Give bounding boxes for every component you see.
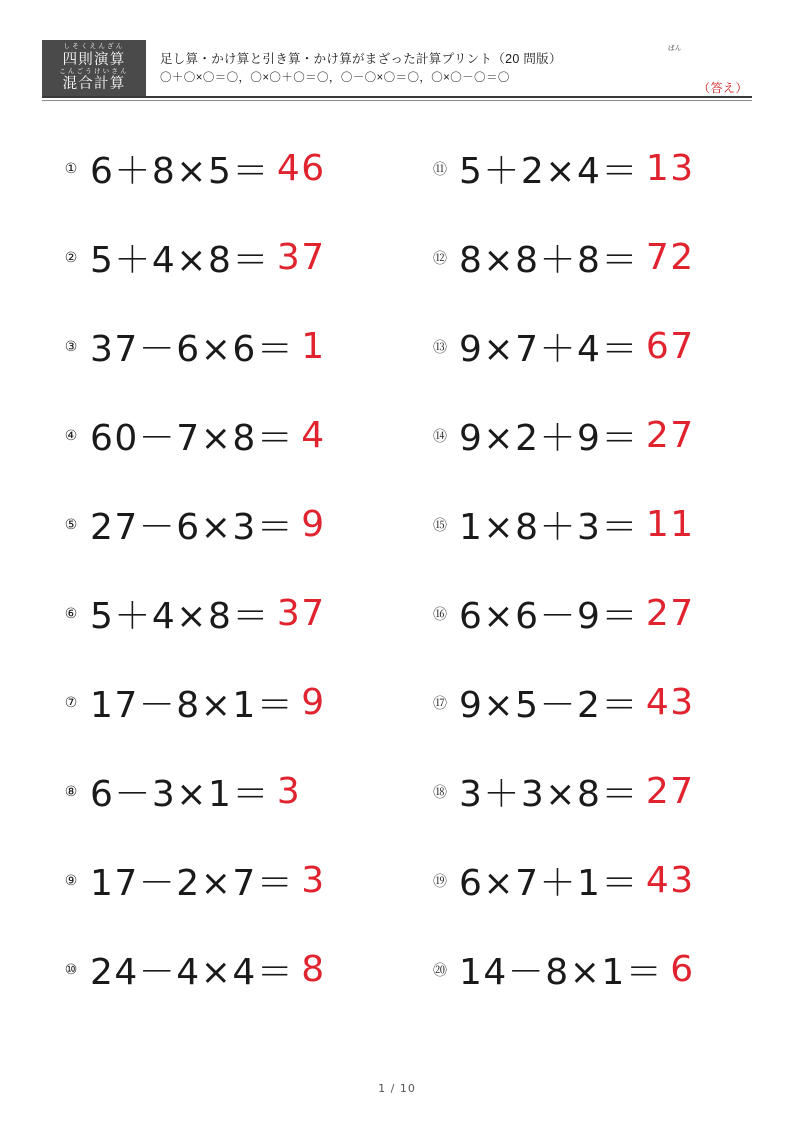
problem-row [42, 302, 397, 391]
problem-row [42, 124, 397, 213]
problem-expression: 27－6×3＝ [90, 507, 295, 548]
header-rule-thin [42, 100, 752, 101]
subject-badge [42, 40, 146, 98]
problem-expression: 5＋4×8＝ [90, 596, 270, 637]
problem-row [42, 658, 397, 747]
problem-number: ⑤ [64, 516, 78, 533]
problem-expression: 60－7×8＝ [90, 418, 295, 459]
problem-answer: 11 [645, 504, 695, 545]
problem-column-left [42, 124, 397, 1014]
badge-title-bottom: 混合計算 [62, 76, 126, 92]
problem-row [397, 213, 752, 302]
problem-answer: 27 [645, 415, 695, 456]
problem-answer: 8 [301, 949, 326, 990]
problem-expression: 5＋4×8＝ [90, 240, 270, 281]
problem-row [42, 480, 397, 569]
problem-expression: 8×8＋8＝ [459, 240, 639, 281]
problem-answer: 43 [645, 682, 695, 723]
problem-expression: 9×7＋4＝ [459, 329, 639, 370]
problem-row [397, 925, 752, 1014]
problem-expression: 9×5－2＝ [459, 685, 639, 726]
problem-answer: 13 [645, 148, 695, 189]
problem-expression: 37－6×6＝ [90, 329, 295, 370]
problem-row [397, 480, 752, 569]
problem-answer: 1 [301, 326, 326, 367]
problem-answer: 37 [276, 237, 326, 278]
problem-row [397, 747, 752, 836]
problem-expression: 6＋8×5＝ [90, 151, 270, 192]
problem-row [42, 569, 397, 658]
problem-row [397, 391, 752, 480]
problem-row [397, 836, 752, 925]
header-rule-thick [42, 96, 752, 98]
problem-expression: 14－8×1＝ [459, 952, 664, 993]
worksheet-title-text: 足し算・かけ算と引き算・かけ算がまざった計算プリント（20 問版） [160, 52, 562, 67]
badge-ruby-bottom: こんごうけいさん [59, 67, 129, 75]
problem-number: ② [64, 249, 78, 266]
problem-row [397, 124, 752, 213]
worksheet-header [42, 40, 752, 98]
problem-expression: 6×6－9＝ [459, 596, 639, 637]
problem-expression: 1×8＋3＝ [459, 507, 639, 548]
problem-number: ④ [64, 427, 78, 444]
header-text-block [146, 40, 752, 98]
problem-number: ⑰ [433, 695, 447, 712]
problem-row [397, 302, 752, 391]
problem-column-right [397, 124, 752, 1014]
problem-number: ③ [64, 338, 78, 355]
problem-number: ⑮ [433, 517, 447, 534]
problem-answer: 4 [301, 415, 326, 456]
problem-answer: 6 [670, 949, 695, 990]
problem-expression: 9×2＋9＝ [459, 418, 639, 459]
problem-number: ⑨ [64, 872, 78, 889]
page-number: 1 / 10 [378, 1082, 416, 1095]
problem-expression: 6×7＋1＝ [459, 863, 639, 904]
problem-row [42, 213, 397, 302]
problem-number: ⑧ [64, 783, 78, 800]
problem-number: ⑩ [64, 961, 78, 978]
problem-row [42, 925, 397, 1014]
problem-expression: 6－3×1＝ [90, 774, 270, 815]
problem-row [42, 747, 397, 836]
badge-ruby-top: しそくえんざん [63, 43, 125, 51]
problem-number: ⑪ [433, 161, 447, 178]
badge-title-top: 四則演算 [62, 51, 126, 68]
problem-answer: 67 [645, 326, 695, 367]
problem-number: ⑫ [433, 250, 447, 267]
problem-number: ⑯ [433, 606, 447, 623]
problem-number: ⑭ [433, 428, 447, 445]
problem-expression: 17－2×7＝ [90, 863, 295, 904]
problem-number: ⑥ [64, 605, 78, 622]
problem-answer: 3 [301, 860, 326, 901]
problem-number: ⑱ [433, 784, 447, 801]
worksheet-subtitle: 〇＋〇×〇＝〇，〇×〇＋〇＝〇，〇－〇×〇＝〇，〇×〇－〇＝〇 [160, 72, 510, 85]
problem-answer: 43 [645, 860, 695, 901]
problem-expression: 17－8×1＝ [90, 685, 295, 726]
answer-key-badge: （答え） [697, 81, 748, 95]
problem-columns [42, 124, 752, 1014]
problem-number: ⑬ [433, 339, 447, 356]
problem-answer: 9 [301, 682, 326, 723]
problem-answer: 3 [276, 771, 302, 812]
problem-answer: 72 [645, 237, 695, 278]
problem-number: ⑲ [433, 873, 447, 890]
problem-expression: 3＋3×8＝ [459, 774, 639, 815]
problem-answer: 27 [645, 771, 695, 812]
problem-row [397, 658, 752, 747]
problem-expression: 5＋2×4＝ [459, 151, 639, 192]
problem-row [397, 569, 752, 658]
problem-number: ① [64, 160, 78, 177]
problem-answer: 46 [276, 148, 326, 189]
problem-number: ⑳ [433, 962, 447, 979]
problem-number: ⑦ [64, 694, 78, 711]
problem-answer: 27 [645, 593, 695, 634]
problem-row [42, 836, 397, 925]
worksheet-title [160, 45, 752, 67]
problem-expression: 24－4×4＝ [90, 952, 295, 993]
worksheet-title-ruby: ばん [668, 45, 682, 53]
problem-row [42, 391, 397, 480]
problem-answer: 37 [276, 593, 326, 634]
problem-answer: 9 [301, 504, 326, 545]
